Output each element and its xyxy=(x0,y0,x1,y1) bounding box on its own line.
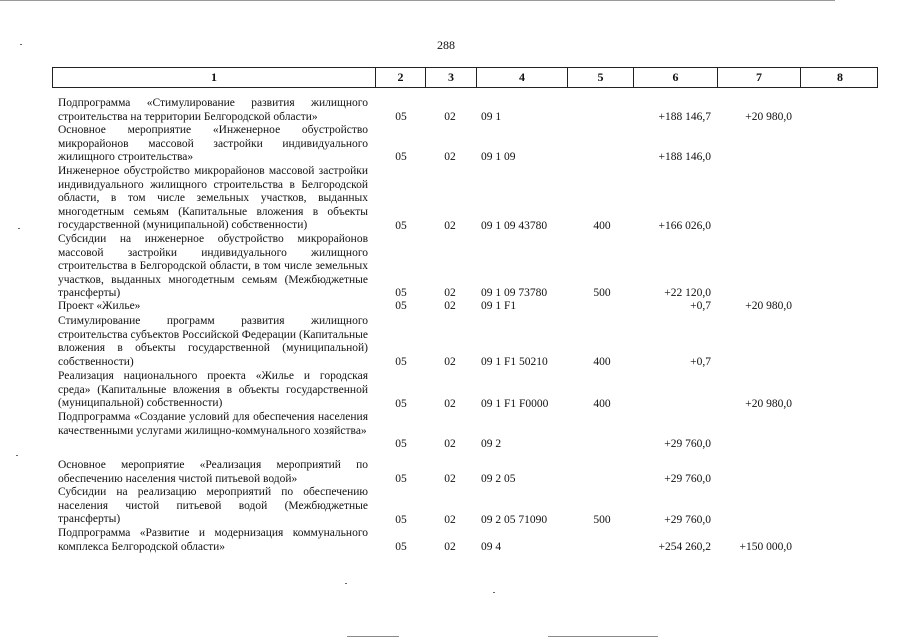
row-subsection: 02 xyxy=(444,287,456,299)
bottom-border-line xyxy=(347,636,399,637)
row-amount-col7: +20 980,0 xyxy=(745,398,792,410)
table-header xyxy=(52,67,878,88)
header-col-1: 1 xyxy=(211,70,217,84)
row-section: 05 xyxy=(395,514,407,526)
row-amount-col6: +29 760,0 xyxy=(664,473,711,485)
row-target-code: 09 2 05 xyxy=(481,473,516,485)
row-amount-col6: +0,7 xyxy=(690,356,711,368)
row-description: Субсидии на реализацию мероприятий по обеспечению населения чистой питьевой водой (Межбюджетные трансферты) xyxy=(58,486,368,526)
header-col-8: 8 xyxy=(800,68,879,87)
row-amount-col6: +188 146,7 xyxy=(658,111,711,123)
row-subsection: 02 xyxy=(444,438,456,450)
row-subsection: 02 xyxy=(444,514,456,526)
row-amount-col6: +29 760,0 xyxy=(664,438,711,450)
row-subsection: 02 xyxy=(444,151,456,163)
page-number: 288 xyxy=(437,38,455,52)
row-description: Основное мероприятие «Реализация мероприятий по обеспечению населения чистой питьевой водой» xyxy=(58,459,368,485)
row-amount-col6: +166 026,0 xyxy=(658,220,711,232)
row-amount-col6: +188 146,0 xyxy=(658,151,711,163)
row-expense-type: 500 xyxy=(593,287,611,299)
row-subsection: 02 xyxy=(444,111,456,123)
row-subsection: 02 xyxy=(444,356,456,368)
row-amount-col6: +22 120,0 xyxy=(664,287,711,299)
row-subsection: 02 xyxy=(444,220,456,232)
header-col-3: 3 xyxy=(425,68,476,87)
row-description: Подпрограмма «Стимулирование развития жилищного строительства на территории Белгородской области» xyxy=(58,97,368,123)
row-description: Реализация национального проекта «Жилье и городская среда» (Капитальные вложения в объекты государственной (муниципальной) собственности) xyxy=(58,370,368,410)
row-section: 05 xyxy=(395,300,407,312)
row-target-code: 09 1 F1 50210 xyxy=(481,356,548,368)
row-amount-col6: +254 260,2 xyxy=(658,541,711,553)
row-section: 05 xyxy=(395,220,407,232)
row-expense-type: 400 xyxy=(593,220,611,232)
header-col-4: 4 xyxy=(476,68,567,87)
scan-speck xyxy=(345,583,347,584)
row-target-code: 09 1 09 xyxy=(481,151,516,163)
row-expense-type: 400 xyxy=(593,356,611,368)
header-col-5: 5 xyxy=(567,68,633,87)
row-target-code: 09 2 xyxy=(481,438,502,450)
bottom-border-line xyxy=(548,636,658,637)
row-target-code: 09 1 xyxy=(481,111,502,123)
row-subsection: 02 xyxy=(444,541,456,553)
row-amount-col6: +0,7 xyxy=(690,300,711,312)
row-subsection: 02 xyxy=(444,300,456,312)
header-col-7: 7 xyxy=(717,68,800,87)
row-target-code: 09 1 F1 F0000 xyxy=(481,398,549,410)
row-expense-type: 400 xyxy=(593,398,611,410)
row-expense-type: 500 xyxy=(593,514,611,526)
row-amount-col7: +20 980,0 xyxy=(745,111,792,123)
row-section: 05 xyxy=(395,111,407,123)
row-description: Подпрограмма «Создание условий для обеспечения населения качественными услугами жилищно-коммунального хозяйства» xyxy=(58,411,368,437)
row-subsection: 02 xyxy=(444,398,456,410)
row-section: 05 xyxy=(395,151,407,163)
row-target-code: 09 1 F1 xyxy=(481,300,517,312)
row-description: Субсидии на инженерное обустройство микрорайонов массовой застройки индивидуального жилищного строительства в Белгородской области, в том числе земельных участков, выданных многодетным семьям (Межбюджетные трансферты) xyxy=(58,233,368,300)
row-section: 05 xyxy=(395,287,407,299)
row-target-code: 09 4 xyxy=(481,541,502,553)
row-subsection: 02 xyxy=(444,473,456,485)
scan-speck xyxy=(16,455,18,456)
row-amount-col7: +20 980,0 xyxy=(745,300,792,312)
top-border-line xyxy=(0,0,835,1)
row-target-code: 09 2 05 71090 xyxy=(481,514,548,526)
row-target-code: 09 1 09 73780 xyxy=(481,287,548,299)
scan-speck xyxy=(18,228,20,229)
header-col-2: 2 xyxy=(375,68,425,87)
row-amount-col7: +150 000,0 xyxy=(739,541,792,553)
row-section: 05 xyxy=(395,473,407,485)
scan-speck xyxy=(20,44,22,45)
row-target-code: 09 1 09 43780 xyxy=(481,220,548,232)
row-section: 05 xyxy=(395,438,407,450)
row-section: 05 xyxy=(395,356,407,368)
row-description: Подпрограмма «Развитие и модернизация коммунального комплекса Белгородской области» xyxy=(58,527,368,553)
row-description: Проект «Жилье» xyxy=(58,300,141,312)
row-description: Стимулирование программ развития жилищного строительства субъектов Российской Федерации (Капитальные вложения в объекты государственной (муниципальной) собственности) xyxy=(58,315,368,368)
row-section: 05 xyxy=(395,398,407,410)
row-description: Основное мероприятие «Инженерное обустройство микрорайонов массовой застройки индивидуального жилищного строительства» xyxy=(58,124,368,164)
header-col-6: 6 xyxy=(633,68,717,87)
scan-speck xyxy=(493,592,495,593)
row-amount-col6: +29 760,0 xyxy=(664,514,711,526)
row-section: 05 xyxy=(395,541,407,553)
row-description: Инженерное обустройство микрорайонов массовой застройки индивидуального жилищного строительства в Белгородской области, в том числе земельных участков, выданных многодетным семьям (Капитальные вложения в объекты государственной (муниципальной) собственности) xyxy=(58,165,368,232)
